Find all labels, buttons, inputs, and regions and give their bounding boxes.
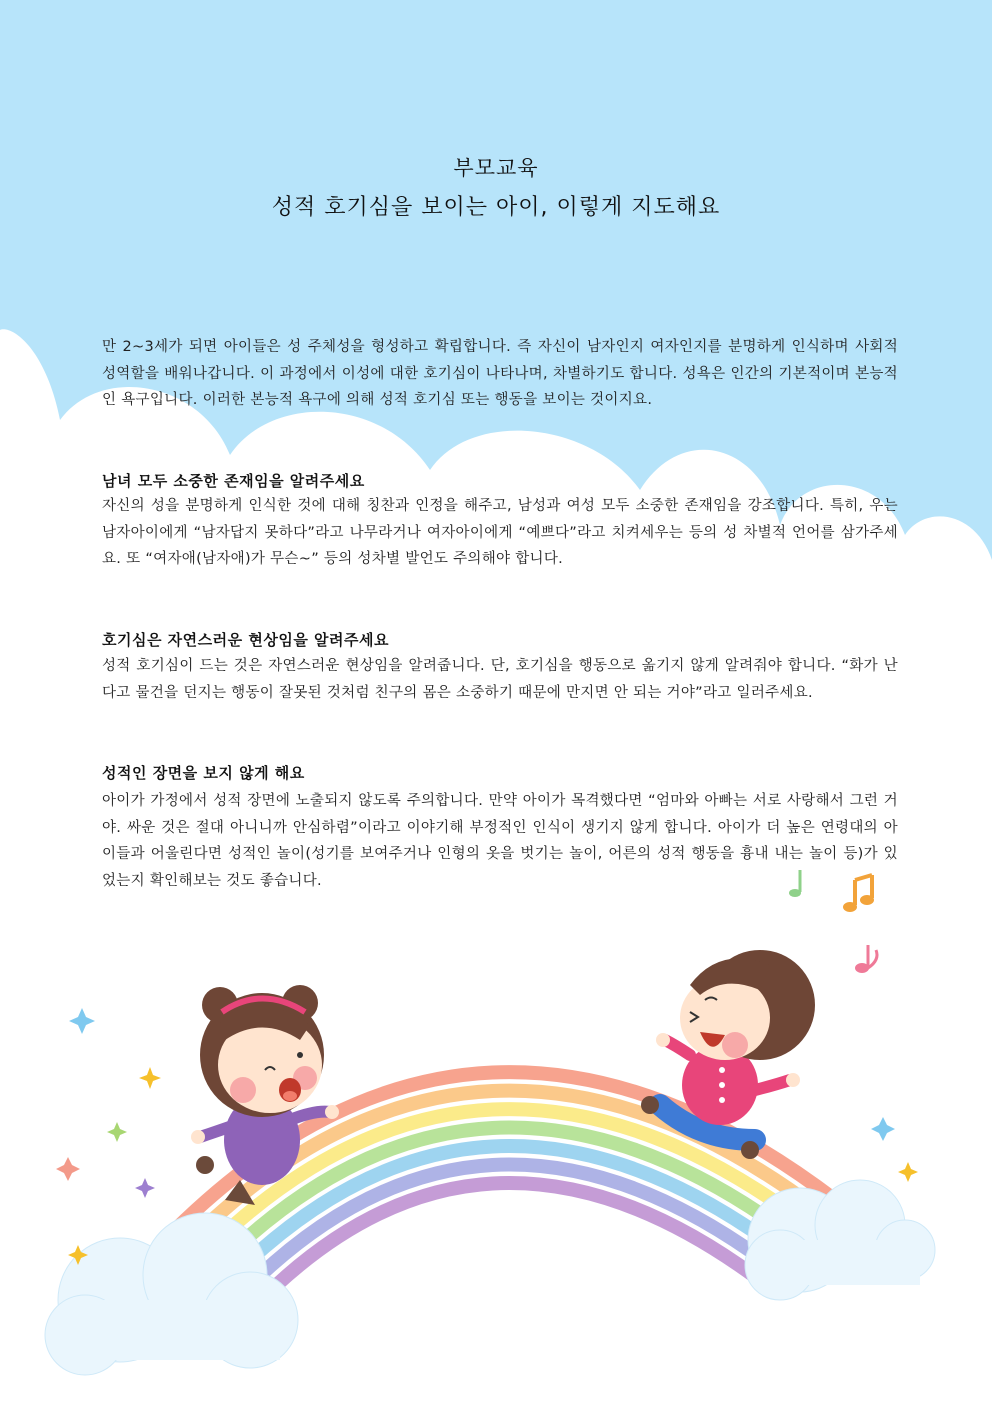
cloud-icon <box>45 1213 298 1375</box>
section-paragraph: 아이가 가정에서 성적 장면에 노출되지 않도록 주의합니다. 만약 아이가 목격했다면 “엄마와 아빠는 서로 사랑해서 그런 거야. 싸운 것은 절대 아니니까 안심하렴”이라고 이야기해 부정적인 인식이 생기지 않게 합니다. 아이가 더 높은 연령대의 아이들과 어울린다면 성적인 놀이(성기를 보여주거나 인형의 옷을 벗기는 놀이, 어른의 성적 행동을 흉내 내는 놀이 등)가 있었는지 확인해보는 것도 좋습니다. <box>102 793 898 889</box>
section-paragraph: 자신의 성을 분명하게 인식한 것에 대해 칭찬과 인정을 해주고, 남성과 여성 모두 소중한 존재임을 강조합니다. 특히, 우는 남자아이에게 “남자답지 못하다”라고 나무라거나 여자아이에게 “예쁘다”라고 치켜세우는 등의 성 차별적 언어를 삼가주세요. 또 “여자애(남자애)가 무슨~” 등의 성차별 발언도 주의해야 합니다. <box>102 498 898 567</box>
page-title: 성적 호기심을 보이는 아이, 이렇게 지도해요 <box>271 195 721 220</box>
intro-paragraph: 만 2~3세가 되면 아이들은 성 주체성을 형성하고 확립합니다. 즉 자신이 남자인지 여자인지를 분명하게 인식하며 사회적 성역할을 배워나갑니다. 이 과정에서 이성에 대한 호기심이 나타나며, 차별하기도 합니다. 성욕은 인간의 기본적이며 본능적인 욕구입니다. 이러한 본능적 욕구에 의해 성적 호기심 또는 행동을 보이는 것이지요. <box>102 339 898 408</box>
page-category: 부모교육 <box>453 156 539 180</box>
cloud-icon <box>745 1180 935 1300</box>
section-heading: 성적인 장면을 보지 않게 해요 <box>102 764 305 782</box>
section-heading: 호기심은 자연스러운 현상임을 알려주세요 <box>102 631 389 649</box>
section-heading: 남녀 모두 소중한 존재임을 알려주세요 <box>102 472 365 490</box>
section-paragraph: 성적 호기심이 드는 것은 자연스러운 현상임을 알려줍니다. 단, 호기심을 행동으로 옮기지 않게 알려줘야 합니다. “화가 난다고 물건을 던지는 행동이 잘못된 것처럼 친구의 몸은 소중하기 때문에 만지면 안 되는 거야”라고 일러주세요. <box>102 658 898 701</box>
